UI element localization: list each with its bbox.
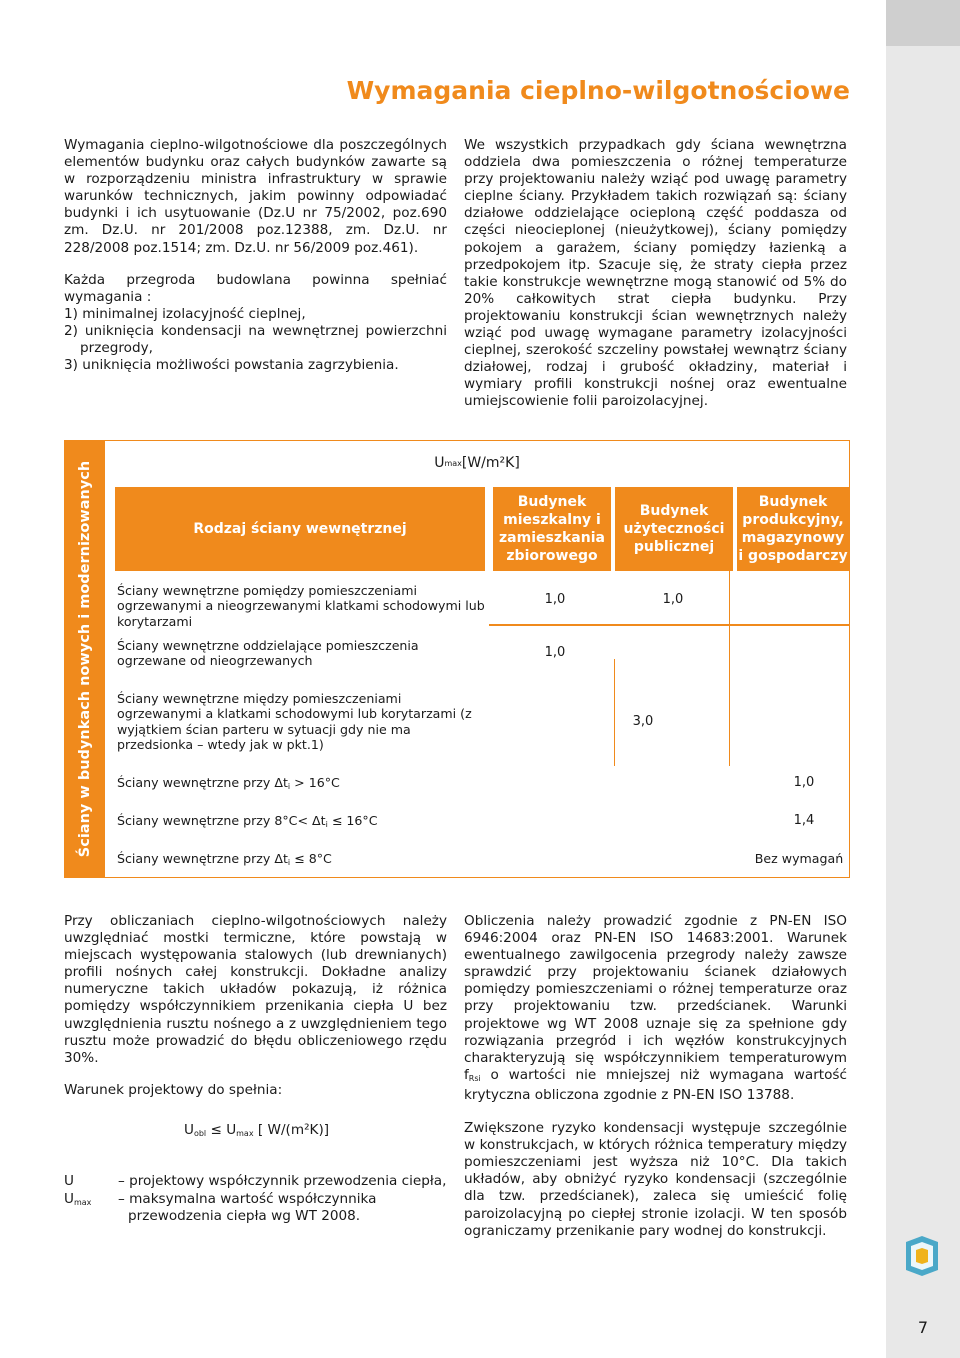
row-3-text: Ściany wewnętrzne między pomieszczeniami ogrzewanymi a klatkami schodowymi lub korytarzami (z wyjątkiem ścian parteru w sytuacji gdy nie ma przedsionka – wtedy jak w pkt.1) [117,691,472,753]
table-side-label: Ściany w budynkach nowych i modernizowanych [65,441,105,877]
divider-h1 [489,624,849,626]
definition-u: U – projektowy współczynnik przewodzenia ciepła, [64,1173,447,1189]
intro-column [64,137,447,374]
table-grid [105,441,849,877]
right-intro-column [464,137,847,426]
divider-v3 [729,659,730,766]
row-2-text: Ściany wewnętrzne oddzielające pomieszczenia ogrzewane od nieogrzewanych [117,638,419,669]
row-6-value: Bez wymagań [754,851,844,866]
col-header-residential: Budynek mieszkalny i zamieszkania zbiorowego [493,487,611,571]
col-header-public: Budynek użyteczności publicznej [615,487,733,571]
page-title: Wymagania cieplno-wilgotnościowe [346,76,850,105]
row-6-text: Ściany wewnętrzne przy $\Delta t_i \le 8^\circ C$ [117,851,332,867]
row-5-value: 1,4 [793,813,815,828]
col-header-industrial: Budynek produkcyjny, magazynowy i gospodarczy [737,487,849,571]
umax-symbol: U [434,455,445,471]
row-3-combined-value: 3,0 [632,714,654,729]
book-icon [902,1232,942,1276]
design-formula: $U_{obl} \le U_{max}$ [ W/(m²K)] [184,1122,330,1138]
requirement-1: 1) minimalnej izolacyjność cieplnej, [64,305,306,322]
divider-v2 [614,659,615,766]
bottom-left-column [64,913,447,1114]
row-2-residential-value: 1,0 [544,645,566,660]
design-condition-label: Warunek projektowy do spełnia: [64,1081,283,1098]
bottom-right-column [464,913,847,1255]
calculation-paragraph: Obliczenia należy prowadzić zgodnie z PN-EN ISO 6946:2004 oraz PN-EN ISO 14683:2001. Warunek ewentualnego zawilgocenia przegrody należy zawsze sprawdzić przy projektowaniu ścianek działowych pomiędzy pomieszczeniami o różnej temperaturze oraz przy projektowaniu tzw. przedścianek. Warunki projektowe wg WT 2008 uznaje się za spełnione gdy rozwiązania przegród i ich węzłów konstrukcyjnych charakteryzują się współczynnikiem temperaturowym $f_{Rsi}$ o wartości nie mniejszej niż wymagana wartość krytyczna obliczona zgodnie z PN-EN ISO 13788. [464,913,847,1103]
sidebar-tab [886,0,960,46]
umax-unit: [W/m²K] [461,455,520,471]
row-5-text: Ściany wewnętrzne przy $8^\circ C< \Delta t_i \le 16^\circ C$ [117,813,378,829]
umax-table [64,440,850,878]
requirements-lead: Każda przegroda budowlana powinna spełniać wymagania : [64,271,447,305]
right-sidebar [886,0,960,1358]
divider-v1 [729,571,730,659]
row-4-value: 1,0 [793,775,815,790]
page-number: 7 [917,1318,929,1337]
condensation-paragraph: Zwiększone ryzyko kondensacji występuje szczególnie w konstrukcjach, w których różnica temperatury między pomieszczeniami jest wyższa niż 10°C. Dla takich układów, aby obniżyć ryzyko kondensacji (szczególnie dla tzw. przedścianek), zaleca się umieścić folię paroizolacyjną po ciepłej stronie izolacji. W ten sposób ograniczamy przenikanie pary wodnej do konstrukcji. [464,1120,847,1239]
intro-paragraph: Wymagania cieplno-wilgotnościowe dla poszczególnych elementów budynku oraz całych budynków zawarte są w rozporządzeniu ministra infrastruktury w sprawie warunków technicznych, jakim powinny odpowiadać budynki i ich usytuowanie (Dz.U nr 75/2002, poz.690 zm. Dz.U. nr 201/2008 poz.12388, zm. Dz.U. nr 228/2008 poz.1514; zm. Dz.U. nr 56/2009 poz.461). [64,137,447,256]
row-1-text: Ściany wewnętrzne pomiędzy pomieszczeniami ogrzewanymi a nieogrzewanymi klatkami schodowymi lub korytarzami [117,583,485,629]
row-4-text: Ściany wewnętrzne przy $\Delta t_i > 16^\circ C$ [117,775,340,791]
requirement-2: 2) uniknięcia kondensacji na wewnętrznej powierzchni przegrody, [64,322,447,357]
row-1-public-value: 1,0 [662,592,684,607]
right-intro-paragraph: We wszystkich przypadkach gdy ściana wewnętrzna oddziela dwa pomieszczenia o różnej temperaturze przy projektowaniu należy wziąć pod uwagę parametry cieplne ściany. Przykładem takich rozwiązań są: ściany działowe oddzielające ocieploną część poddasza od części nieocieplonej (nieużytkowej), ściany pomiędzy pokojem a garażem, ściany pomiędzy łazienką a przedpokojem itp. Szacuje się, że straty ciepła przez takie konstrukcje wewnętrzne mogą stanowić od 5% do 20% całkowitych strat ciepła budynku. Przy projektowaniu konstrukcji ścian wewnętrznych należy wziąć pod uwagę wymagane parametry izolacyjności cieplnej, szerokość szczeliny powstałej wewnątrz ściany działowej, rodzaj i grubość okładziny, materiał i wymiary profili konstrukcji nośnej oraz ewentualne umiejscowienie folii paroizolacyjnej. [464,137,847,410]
umax-header: U max [W/m²K] [434,455,520,471]
row-1-residential-value: 1,0 [544,592,566,607]
col-header-wall-type: Rodzaj ściany wewnętrznej [115,487,485,571]
requirement-3: 3) uniknięcia możliwości powstania zagrzybienia. [64,357,399,374]
thermal-bridges-paragraph: Przy obliczaniach cieplno-wilgotnościowych należy uwzględniać mostki termiczne, które powstają w miejscach występowania stalowych (lub drewnianych) profili nośnych całej konstrukcji. Dokładne analizy numeryczne takich układów pokazują, iż różnica pomiędzy współczynnikiem przenikania ciepła U bez uwzględnienia rusztu nośnego a z uwzględnieniem tego rusztu może prowadzić do błędu obliczeniowego rzędu 30%. [64,913,447,1066]
